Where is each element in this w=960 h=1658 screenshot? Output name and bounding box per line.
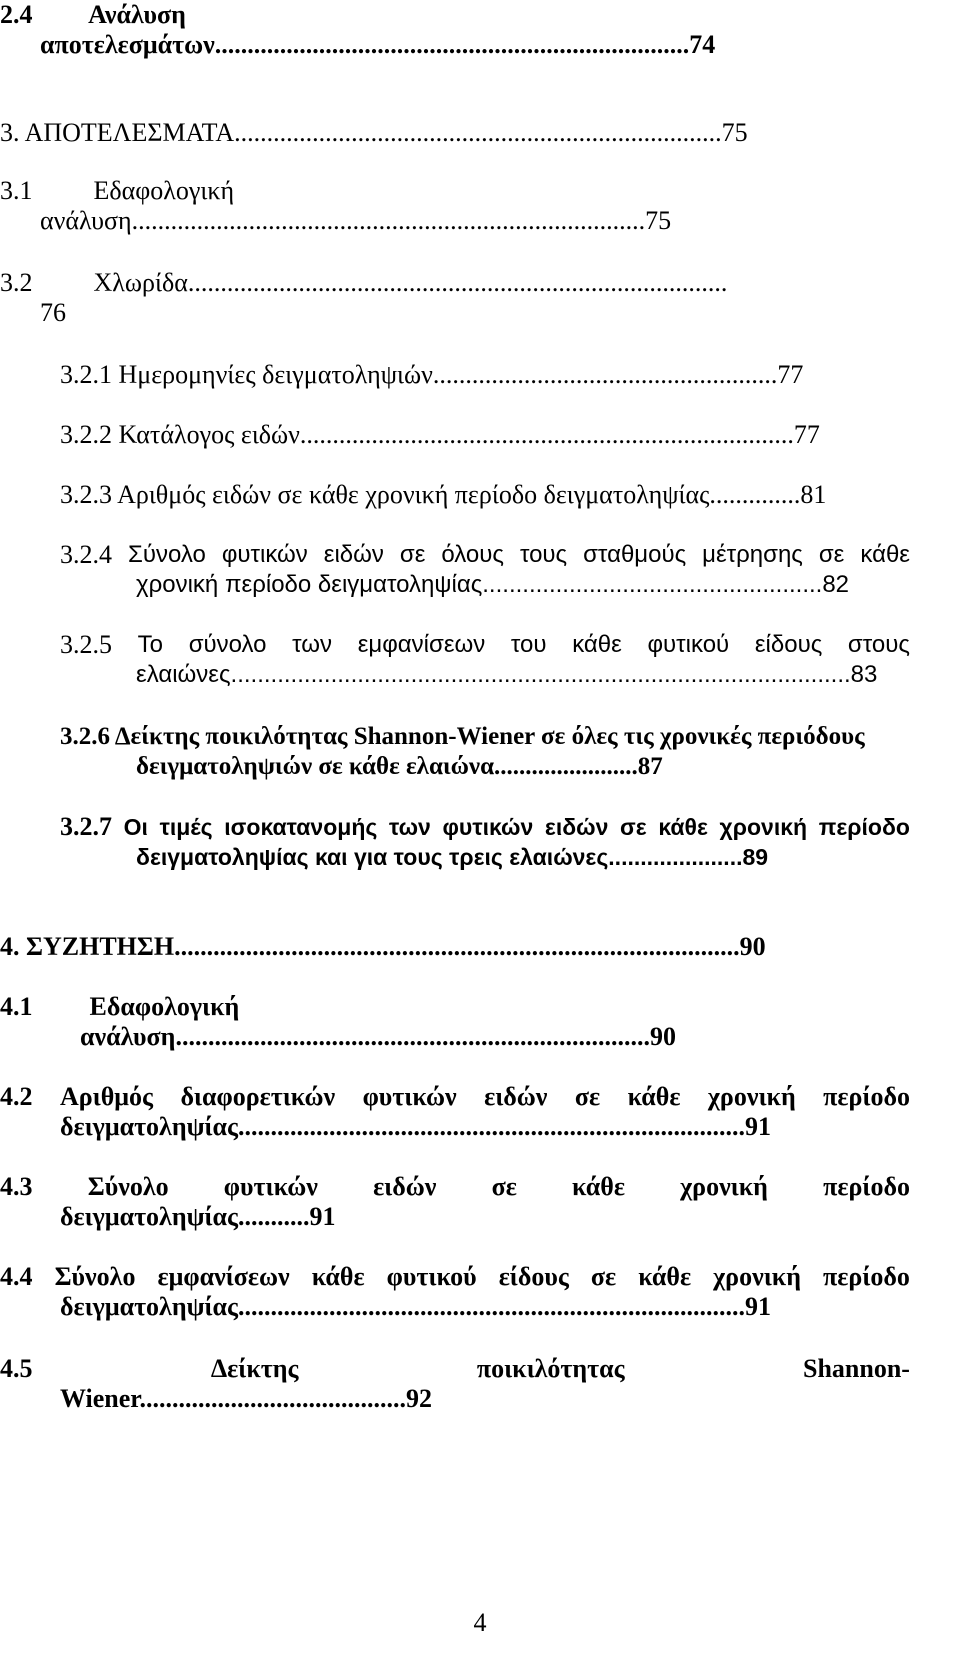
- toc-3-2-7-line1: [60, 812, 910, 842]
- toc-word: ειδών: [484, 1082, 548, 1111]
- toc-word: κάθε: [572, 631, 622, 658]
- toc-word: φυτικών: [221, 541, 308, 568]
- toc-4-5-line2: Wiener.........................................92: [60, 1384, 432, 1413]
- toc-3-2-6-line2: δειγματοληψιών σε κάθε ελαιώνα.......................87: [136, 753, 663, 780]
- toc-4-2-line2: δειγματοληψίας..............................................................................91: [60, 1112, 772, 1141]
- toc-word: χρονική: [707, 1082, 796, 1111]
- toc-word: ειδών: [323, 541, 384, 568]
- toc-3-2-4-line1: [60, 540, 910, 570]
- toc-word: σε: [399, 541, 426, 568]
- toc-word: περίοδο: [823, 1172, 910, 1201]
- toc-word: ισοκατανομής: [224, 814, 378, 840]
- toc-word: Σύνολο: [87, 1172, 169, 1201]
- toc-4-2-line1: [0, 1082, 910, 1112]
- toc-4-1-title: Εδαφολογική: [89, 992, 240, 1021]
- toc-3-1-title: Εδαφολογική: [93, 176, 235, 205]
- toc-word: φυτικού: [647, 631, 730, 658]
- toc-word: φυτικών: [362, 1082, 457, 1111]
- toc-4-1-number: 4.1: [0, 992, 33, 1021]
- toc-4-4-line1: [0, 1262, 910, 1292]
- toc-word: διαφορετικών: [180, 1082, 336, 1111]
- toc-word: ποικιλότητας: [476, 1354, 625, 1383]
- toc-3-2-4-number: 3.2.4: [60, 540, 112, 569]
- toc-word: Οι: [123, 814, 148, 840]
- toc-word: φυτικού: [386, 1262, 477, 1291]
- toc-3-2-5-number: 3.2.5: [60, 630, 112, 659]
- toc-word: σε: [818, 541, 845, 568]
- toc-2-4-line2: αποτελεσμάτων.........................................................................74: [40, 30, 716, 59]
- toc-4-2-number: 4.2: [0, 1082, 33, 1111]
- toc-2-4-number: 2.4: [0, 0, 33, 29]
- toc-3-1-number: 3.1: [0, 176, 33, 205]
- toc-word: όλους: [441, 541, 504, 568]
- toc-4-5-number: 4.5: [0, 1354, 33, 1383]
- toc-word: κάθε: [311, 1262, 365, 1291]
- toc-word: περίοδο: [823, 1262, 910, 1291]
- toc-word: κάθε: [638, 1262, 692, 1291]
- toc-4-5-line1: [0, 1354, 910, 1384]
- toc-3-2-3: 3.2.3 Αριθμός ειδών σε κάθε χρονική περίοδο δειγματοληψίας..............81: [60, 480, 827, 509]
- toc-word: ειδών: [373, 1172, 437, 1201]
- toc-word: κάθε: [627, 1082, 681, 1111]
- toc-word: κάθε: [658, 814, 708, 840]
- toc-4-heading: 4. ΣΥΖΗΤΗΣΗ.......................................................................................90: [0, 932, 766, 961]
- toc-word: τιμές: [159, 814, 213, 840]
- toc-2-4-title: Ανάλυση: [88, 0, 186, 29]
- toc-word: Δείκτης: [210, 1354, 299, 1383]
- toc-3-2-4-line2: χρονική περίοδο δειγματοληψίας...................................................82: [136, 571, 850, 598]
- toc-word: χρονική: [713, 1262, 801, 1291]
- toc-4-4-line2: δειγματοληψίας..............................................................................91: [60, 1292, 772, 1321]
- toc-word: Σύνολο: [54, 1262, 136, 1291]
- toc-4-3-line1: [0, 1172, 910, 1202]
- toc-3-2-6-line1: 3.2.6 Δείκτης ποικιλότητας Shannon-Wiener σε όλες τις χρονικές περιόδους: [60, 723, 865, 750]
- toc-3-1-line2: ανάλυση...............................................................................75: [40, 206, 672, 235]
- toc-word: ειδών: [544, 814, 609, 840]
- toc-word: περίοδο: [823, 1082, 910, 1111]
- toc-4-3-line2: δειγματοληψίας...........91: [60, 1202, 336, 1231]
- toc-3-2-2: 3.2.2 Κατάλογος ειδών............................................................................77: [60, 420, 820, 449]
- toc-word: Σύνολο: [127, 541, 206, 568]
- toc-3-2-5-line2: ελαιώνες.............................................................................................83: [136, 661, 878, 688]
- toc-word: στους: [847, 631, 910, 658]
- toc-word: μέτρησης: [702, 541, 803, 568]
- toc-word: περίοδο: [818, 814, 910, 840]
- toc-word: σε: [491, 1172, 517, 1201]
- toc-word: κάθε: [860, 541, 910, 568]
- toc-word: Shannon-: [803, 1354, 910, 1383]
- toc-word: του: [510, 631, 547, 658]
- page-number: 4: [473, 1608, 487, 1637]
- toc-3-2-1: 3.2.1 Ημερομηνίες δειγματοληψιών.....................................................77: [60, 360, 804, 389]
- toc-4-3-number: 4.3: [0, 1172, 33, 1201]
- toc-word: φυτικών: [442, 814, 534, 840]
- toc-3-2-7-number: 3.2.7: [60, 812, 112, 841]
- toc-word: εμφανίσεων: [357, 631, 486, 658]
- toc-word: σε: [590, 1262, 617, 1291]
- toc-3-2-title: Χλωρίδα...................................................................................: [93, 268, 728, 297]
- toc-word: σύνολο: [188, 631, 267, 658]
- toc-3-2-7-line2: δειγματοληψίας και για τους τρεις ελαιώνες.....................89: [136, 844, 769, 870]
- toc-word: είδους: [754, 631, 823, 658]
- toc-word: χρονική: [719, 814, 808, 840]
- toc-word: χρονική: [680, 1172, 768, 1201]
- toc-3-2-line2: 76: [40, 298, 66, 327]
- toc-word: εμφανίσεων: [157, 1262, 290, 1291]
- toc-word: σταθμούς: [583, 541, 687, 568]
- toc-3-2-5-line1: [60, 630, 910, 660]
- toc-word: των: [388, 814, 431, 840]
- toc-4-4-number: 4.4: [0, 1262, 33, 1291]
- toc-word: Το: [137, 631, 164, 658]
- toc-word: κάθε: [572, 1172, 625, 1201]
- toc-word: Αριθμός: [59, 1082, 153, 1111]
- toc-word: των: [292, 631, 333, 658]
- toc-word: σε: [574, 1082, 601, 1111]
- toc-word: σε: [620, 814, 647, 840]
- toc-word: είδους: [498, 1262, 569, 1291]
- toc-3-heading: 3. ΑΠΟΤΕΛΕΣΜΑΤΑ...........................................................................75: [0, 118, 748, 147]
- toc-3-2-number: 3.2: [0, 268, 33, 297]
- toc-4-1-line2: ανάλυση.........................................................................90: [80, 1022, 676, 1051]
- toc-word: τους: [519, 541, 568, 568]
- toc-word: φυτικών: [223, 1172, 318, 1201]
